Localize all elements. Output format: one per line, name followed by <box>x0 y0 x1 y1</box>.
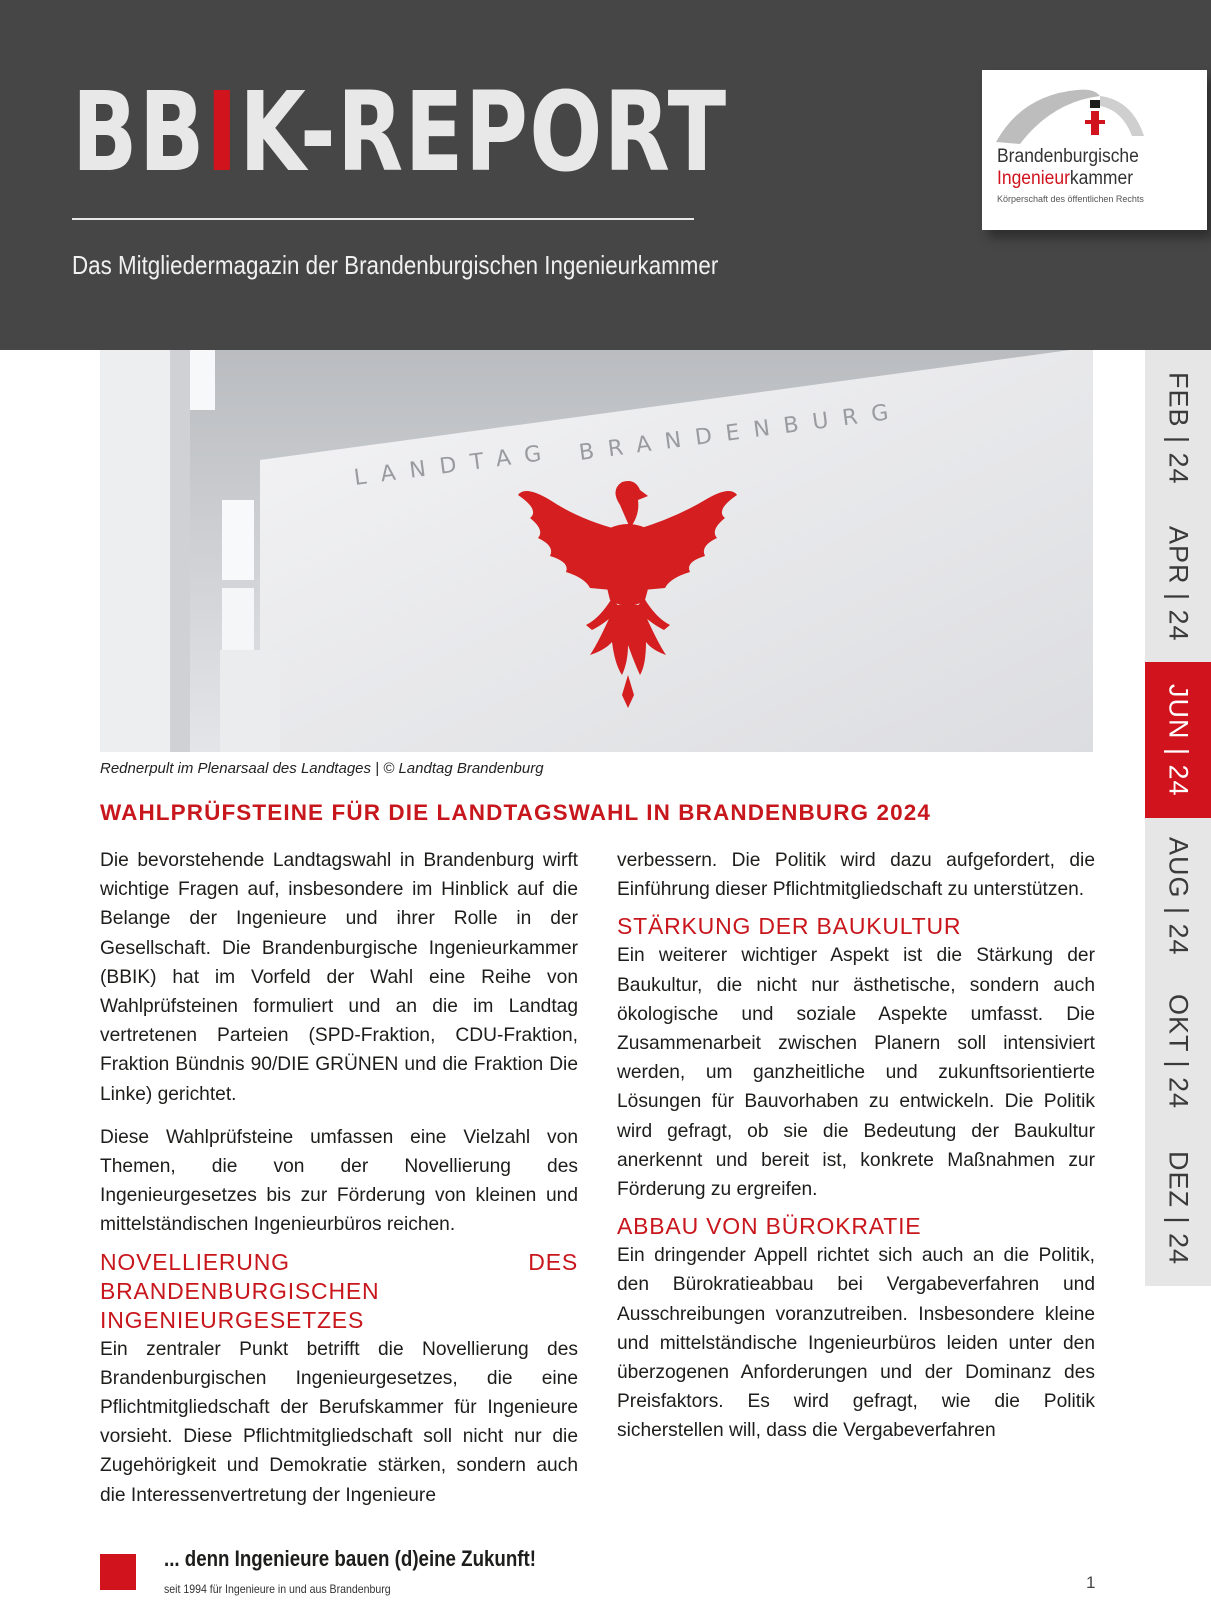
tab-apr-24[interactable] <box>1145 506 1211 662</box>
magazine-title <box>72 62 728 202</box>
logo-arch-icon <box>982 70 1207 150</box>
footer-red-square <box>100 1554 136 1590</box>
tab-label: JUN | 24 <box>1163 683 1194 797</box>
magazine-subtitle: Das Mitgliedermagazin der Brandenburgischen Ingenieurkammer <box>72 250 719 280</box>
paragraph-baukultur: Ein weiterer wichtiger Aspekt ist die Stärkung der Baukultur, die nicht nur ästhetische, sondern auch ökologische und soziale Aspekte umfasst. Die Zusammenarbeit zwischen Planern soll intensiviert werden, um ganzheitliche und zukunftsorientierte Lösungen für Bauvorhaben zu entwickeln. Die Politik wird gefragt, ob sie die Bedeutung der Baukultur anerkennt und bereit ist, konkrete Maßnahmen zur Förderung zu ergreifen. <box>617 945 1095 1201</box>
article-column-right <box>617 846 1095 1460</box>
article-column-left <box>100 846 578 1524</box>
tab-label: APR | 24 <box>1163 526 1194 642</box>
logo-tagline: Körperschaft des öffentlichen Rechts <box>997 194 1144 204</box>
article-title: WAHLPRÜFSTEINE FÜR DIE LANDTAGSWAHL IN BRANDENBURG 2024 <box>100 800 931 825</box>
section-heading-baukultur: STÄRKUNG DER BAUKULTUR <box>617 913 962 940</box>
paragraph-continued: verbessern. Die Politik wird dazu aufgefordert, die Einführung dieser Pflichtmitgliedschaft zu unterstützen. <box>617 850 1095 901</box>
title-accent-letter: I <box>205 68 240 196</box>
tab-feb-24[interactable] <box>1145 350 1211 506</box>
masthead-header <box>0 0 1211 350</box>
tab-jun-24[interactable] <box>1145 662 1211 818</box>
tab-dez-24[interactable] <box>1145 1130 1211 1286</box>
issue-tabs <box>1145 350 1211 1286</box>
chamber-logo <box>982 70 1207 230</box>
landtag-photo <box>100 350 1093 752</box>
page-number: 1 <box>1086 1573 1096 1592</box>
tab-okt-24[interactable] <box>1145 974 1211 1130</box>
tab-label: AUG | 24 <box>1163 836 1194 956</box>
paragraph-intro: Die bevorstehende Landtagswahl in Brandenburg wirft wichtige Fragen auf, insbesondere im Hinblick auf die Belange der Ingenieure und ihrer Rolle in der Gesellschaft. Die Brandenburgische Ingenieurkammer (BBIK) hat im Vorfeld der Wahl eine Reihe von Wahlprüfsteinen formuliert und an die im Landtag vertretenen Parteien (SPD-Fraktion, CDU-Fraktion, Fraktion Bündnis 90/DIE GRÜNEN und die Fraktion Die Linke) gerichtet. <box>100 850 578 1105</box>
paragraph-buerokratie: Ein dringender Appell richtet sich auch an die Politik, den Bürokratieabbau bei Vergabeverfahren und Ausschreibungen voranzutreiben. Insbesondere kleine und mittelständische Ingenieurbüros leiden unter den überzogenen Anforderungen und der Dominanz des Preisfaktors. Es wird gefragt, wie die Politik sicherstellen will, dass die Vergabeverfahren <box>617 1245 1095 1442</box>
logo-name-line-1: Brandenburgische <box>997 146 1139 167</box>
logo-name-red-part: Ingenieur <box>997 168 1070 189</box>
section-heading-novellierung: NOVELLIERUNG DES BRANDENBURGISCHEN INGENIEURGESETZES <box>100 1248 578 1333</box>
title-part-1: BB <box>72 68 206 196</box>
paragraph-novellierung: Ein zentraler Punkt betrifft die Novellierung des Brandenburgischen Ingenieurgesetzes, die eine Pflichtmitgliedschaft der Berufskammer für Ingenieure vorsieht. Diese Pflichtmitgliedschaft soll nicht nur die Zugehörigkeit und Demokratie stärken, sondern auch die Interessenvertretung der Ingenieure <box>100 1338 578 1506</box>
wall-inscription-right: BRANDENBURG <box>577 398 904 466</box>
tab-label: DEZ | 24 <box>1163 1150 1194 1266</box>
footer-since-line: seit 1994 für Ingenieure in und aus Brandenburg <box>164 1582 391 1596</box>
photo-caption: Rednerpult im Plenarsaal des Landtages | © Landtag Brandenburg <box>100 760 544 777</box>
tab-label: FEB | 24 <box>1163 371 1194 485</box>
tab-label: OKT | 24 <box>1163 994 1194 1110</box>
header-divider <box>72 218 694 220</box>
footer-slogan: ... denn Ingenieure bauen (d)eine Zukunft! <box>164 1546 536 1571</box>
section-heading-buerokratie: ABBAU VON BÜROKRATIE <box>617 1213 922 1240</box>
logo-name-rest-part: kammer <box>1069 168 1134 189</box>
paragraph-topics: Diese Wahlprüfsteine umfassen eine Vielzahl von Themen, die von der Novellierung des Ingenieurgesetzes bis zur Förderung von kleinen und mittelständischen Ingenieurbüros reichen. <box>100 1126 578 1236</box>
wall-inscription-left: LANDTAG <box>352 439 557 491</box>
logo-name-line-2 <box>997 168 1133 190</box>
tab-aug-24[interactable] <box>1145 818 1211 974</box>
title-part-2: K-REPORT <box>239 68 728 196</box>
